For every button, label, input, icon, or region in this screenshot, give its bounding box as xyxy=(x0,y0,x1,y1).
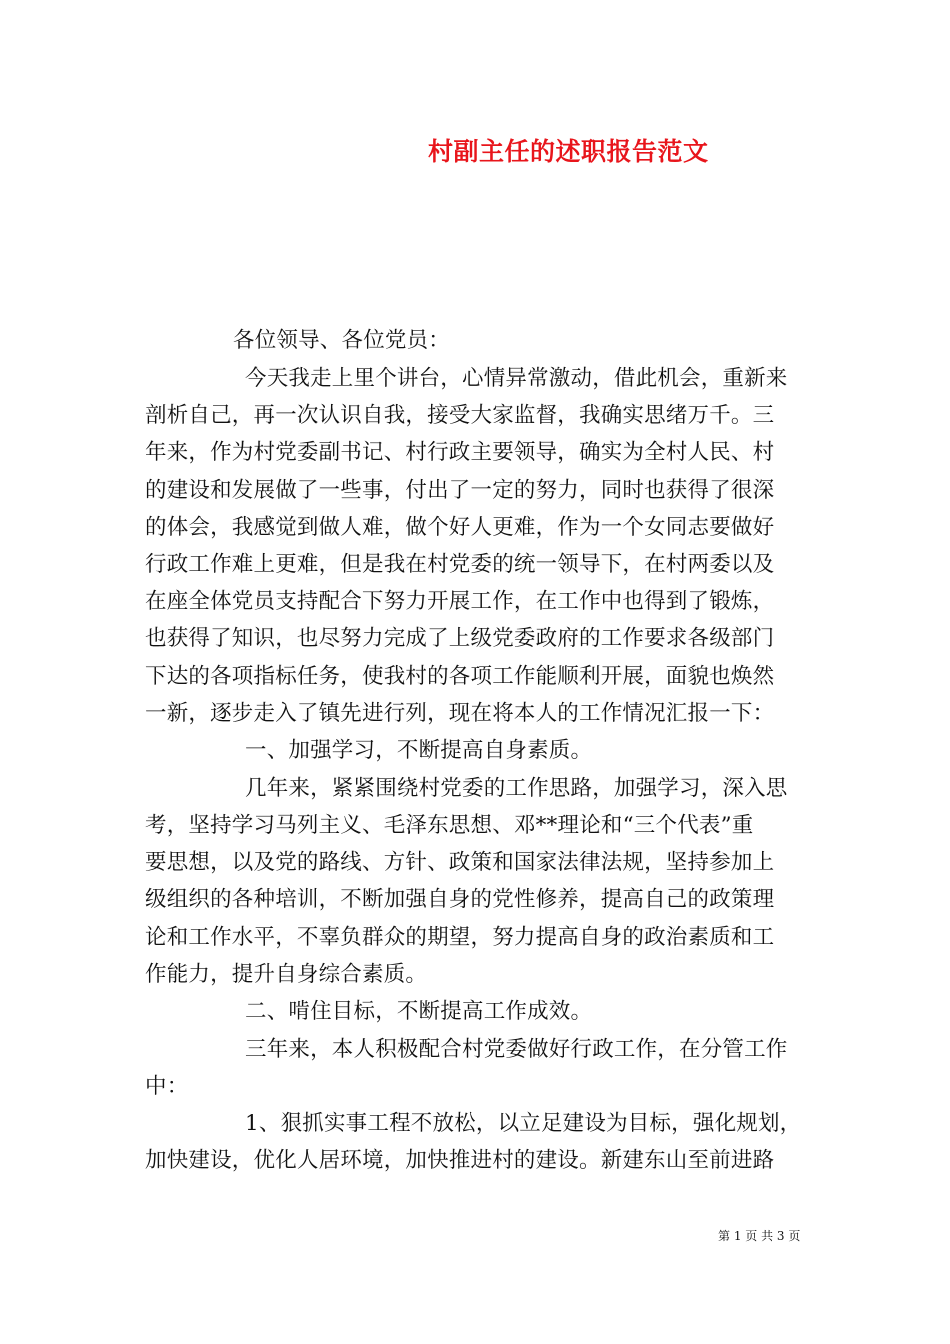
body-line: 考，坚持学习马列主义、毛泽东思想、邓**理论和“三个代表”重 xyxy=(145,813,754,838)
salutation-line: 各位领导、各位党员： xyxy=(233,328,451,353)
body-line: 下达的各项指标任务，使我村的各项工作能顺利开展，面貌也焕然 xyxy=(145,664,775,689)
body-line: 年来，作为村党委副书记、村行政主要领导，确实为全村人民、村 xyxy=(145,440,775,465)
body-line: 三年来，本人积极配合村党委做好行政工作，在分管工作 xyxy=(245,1037,788,1062)
section-heading: 一、加强学习，不断提高自身素质。 xyxy=(245,738,593,763)
body-line: 加快建设，优化人居环境，加快推进村的建设。新建东山至前进路 xyxy=(145,1148,775,1173)
body-line: 作能力，提升自身综合素质。 xyxy=(145,962,428,987)
body-line: 级组织的各种培训，不断加强自身的党性修养，提高自己的政策理 xyxy=(145,887,775,912)
document-title: 村副主任的述职报告范文 xyxy=(428,137,709,166)
body-line: 1、狠抓实事工程不放松，以立足建设为目标，强化规划， xyxy=(245,1111,802,1136)
body-line: 中： xyxy=(145,1074,189,1099)
body-line: 论和工作水平，不辜负群众的期望，努力提高自身的政治素质和工 xyxy=(145,925,775,950)
body-line: 也获得了知识，也尽努力完成了上级党委政府的工作要求各级部门 xyxy=(145,626,775,651)
body-line: 的体会，我感觉到做人难，做个好人更难，作为一个女同志要做好 xyxy=(145,515,775,540)
body-line: 行政工作难上更难，但是我在村党委的统一领导下，在村两委以及 xyxy=(145,552,775,577)
page-number-footer: 第 1 页 共 3 页 xyxy=(718,1229,801,1243)
section-heading: 二、啃住目标，不断提高工作成效。 xyxy=(245,999,593,1024)
body-line: 今天我走上里个讲台，心情异常激动，借此机会，重新来 xyxy=(245,366,788,391)
body-line: 剖析自己，再一次认识自我，接受大家监督，我确实思绪万千。三 xyxy=(145,403,775,428)
body-line: 几年来，紧紧围绕村党委的工作思路，加强学习，深入思 xyxy=(245,776,788,801)
body-line: 在座全体党员支持配合下努力开展工作，在工作中也得到了锻炼， xyxy=(145,589,775,614)
body-line: 要思想，以及党的路线、方针、政策和国家法律法规，坚持参加上 xyxy=(145,850,775,875)
body-line: 一新，逐步走入了镇先进行列，现在将本人的工作情况汇报一下： xyxy=(145,701,775,726)
body-line: 的建设和发展做了一些事，付出了一定的努力，同时也获得了很深 xyxy=(145,478,775,503)
